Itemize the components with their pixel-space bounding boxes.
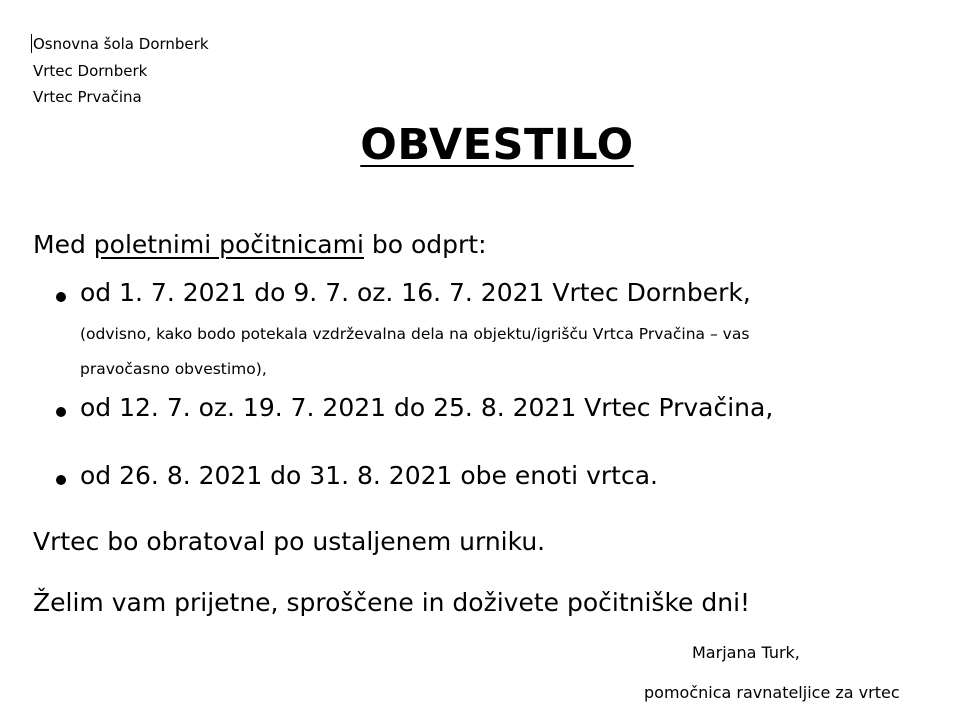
bullet-icon: [56, 292, 66, 302]
list-item-3: od 26. 8. 2021 do 31. 8. 2021 obe enoti vrtca.: [80, 461, 658, 490]
list-item-1-note: (odvisno, kako bodo potekala vzdrževalna dela na objektu/igrišču Vrtca Prvačina – vas: [80, 325, 750, 343]
schedule-note: Vrtec bo obratoval po ustaljenem urniku.: [33, 527, 546, 556]
bullet-icon: [56, 475, 66, 485]
school-name: Osnovna šola Dornberk: [33, 35, 209, 53]
list-item-2: od 12. 7. oz. 19. 7. 2021 do 25. 8. 2021 Vrtec Prvačina,: [80, 393, 774, 422]
signature-role: pomočnica ravnateljice za vrtec: [644, 683, 900, 702]
closing-wish: Želim vam prijetne, sproščene in doživete počitniške dni!: [33, 588, 751, 617]
intro-suffix: bo odprt:: [363, 230, 487, 259]
intro-prefix: Med: [33, 230, 94, 259]
bullet-icon: [56, 407, 66, 417]
list-item-1-note-cont: pravočasno obvestimo),: [80, 360, 267, 378]
kindergarten-dornberk: Vrtec Dornberk: [33, 62, 148, 80]
list-item-1: od 1. 7. 2021 do 9. 7. oz. 16. 7. 2021 Vrtec Dornberk,: [80, 278, 751, 307]
text-cursor: [31, 34, 32, 53]
signature-name: Marjana Turk,: [692, 643, 800, 662]
intro-underlined: poletnimi počitnicami: [93, 230, 364, 259]
kindergarten-prvacina: Vrtec Prvačina: [33, 88, 142, 106]
intro-line: [33, 230, 487, 259]
notice-title: OBVESTILO: [360, 120, 634, 170]
